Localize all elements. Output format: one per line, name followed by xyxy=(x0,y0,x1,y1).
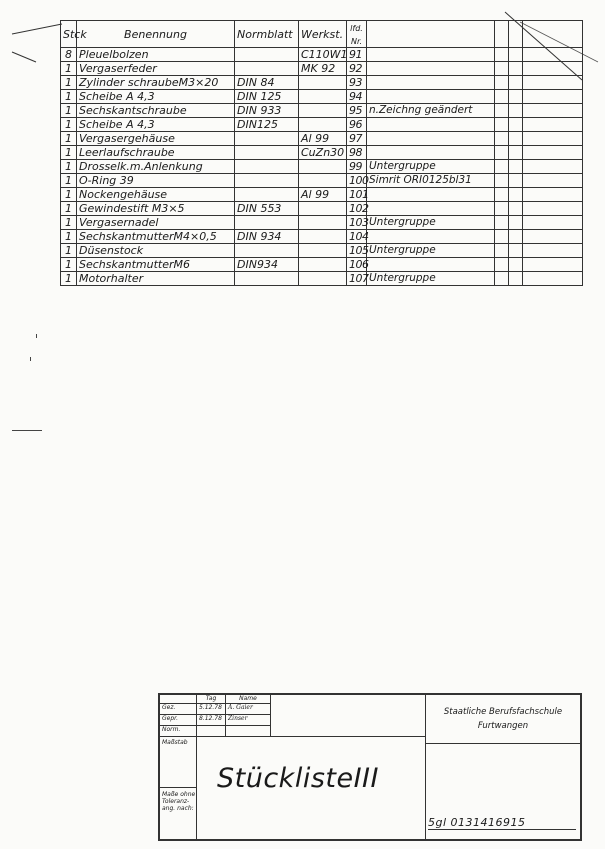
cell-name: Leerlaufschraube xyxy=(77,146,235,160)
cell-nr: 101 xyxy=(347,188,367,202)
fold-mark xyxy=(12,430,42,431)
cell-name: Vergasergehäuse xyxy=(77,132,235,146)
cell-material: C110W1 xyxy=(299,48,347,62)
cell-remark xyxy=(367,90,495,104)
cell-remark xyxy=(367,146,495,160)
cell-extra xyxy=(495,174,509,188)
cell-extra xyxy=(495,146,509,160)
table-row xyxy=(61,90,583,104)
cell-qty: 1 xyxy=(61,202,77,216)
table-row xyxy=(61,160,583,174)
cell-extra xyxy=(509,118,523,132)
cell-extra xyxy=(523,132,583,146)
cell-qty: 1 xyxy=(61,76,77,90)
cell-extra xyxy=(495,48,509,62)
table-row xyxy=(61,244,583,258)
cell-qty: 8 xyxy=(61,48,77,62)
cell-qty: 1 xyxy=(61,160,77,174)
cell-extra xyxy=(523,202,583,216)
cell-material xyxy=(299,272,347,286)
parts-list-body xyxy=(61,48,583,286)
cell-extra xyxy=(523,230,583,244)
cell-remark xyxy=(367,258,495,272)
cell-norm: DIN 933 xyxy=(235,104,299,118)
cell-material xyxy=(299,76,347,90)
cell-norm: DIN 553 xyxy=(235,202,299,216)
cell-qty: 1 xyxy=(61,118,77,132)
cell-name: O-Ring 39 xyxy=(77,174,235,188)
cell-name: SechskantmutterM6 xyxy=(77,258,235,272)
cell-extra xyxy=(495,76,509,90)
header-remark xyxy=(367,21,495,48)
margin-tick xyxy=(36,334,37,338)
cell-extra xyxy=(495,230,509,244)
cell-qty: 1 xyxy=(61,104,77,118)
cell-extra xyxy=(509,160,523,174)
tb-title-field xyxy=(196,736,426,840)
header-nr-top: lfd. xyxy=(350,24,363,33)
cell-extra xyxy=(495,62,509,76)
header-extra xyxy=(509,21,523,48)
cell-name: Pleuelbolzen xyxy=(77,48,235,62)
cell-extra xyxy=(509,258,523,272)
tb-col-name: Name xyxy=(225,694,271,704)
table-row xyxy=(61,62,583,76)
cell-qty: 1 xyxy=(61,216,77,230)
cell-extra xyxy=(509,90,523,104)
cell-qty: 1 xyxy=(61,230,77,244)
cell-extra xyxy=(495,216,509,230)
cell-nr: 103 xyxy=(347,216,367,230)
table-row xyxy=(61,202,583,216)
cell-remark: Simrit ORI0125bl31 xyxy=(367,174,495,188)
table-row xyxy=(61,48,583,62)
cell-norm xyxy=(235,188,299,202)
cell-material xyxy=(299,90,347,104)
cell-norm: DIN 125 xyxy=(235,90,299,104)
cell-material xyxy=(299,202,347,216)
cell-extra xyxy=(523,272,583,286)
cell-material xyxy=(299,258,347,272)
tb-gepr-label: Gepr. xyxy=(159,714,197,726)
cell-extra xyxy=(509,216,523,230)
cell-name: Gewindestift M3×5 xyxy=(77,202,235,216)
cell-extra xyxy=(495,160,509,174)
cell-extra xyxy=(509,48,523,62)
cell-name: Vergasernadel xyxy=(77,216,235,230)
cell-extra xyxy=(523,216,583,230)
cell-nr: 92 xyxy=(347,62,367,76)
cell-norm xyxy=(235,146,299,160)
tb-norm-label: Norm. xyxy=(159,725,197,737)
cell-material xyxy=(299,104,347,118)
cell-extra xyxy=(509,174,523,188)
table-row xyxy=(61,216,583,230)
cell-extra xyxy=(523,104,583,118)
cell-nr: 107 xyxy=(347,272,367,286)
cell-extra xyxy=(509,132,523,146)
cell-extra xyxy=(523,62,583,76)
header-nr xyxy=(347,21,367,48)
table-row xyxy=(61,118,583,132)
tb-gez-date: 5.12.78 xyxy=(196,703,226,715)
cell-norm xyxy=(235,48,299,62)
cell-extra xyxy=(509,244,523,258)
cell-remark xyxy=(367,62,495,76)
cell-extra xyxy=(523,118,583,132)
table-row xyxy=(61,272,583,286)
margin-tick xyxy=(30,357,31,361)
cell-remark: Untergruppe xyxy=(367,160,495,174)
table-row xyxy=(61,104,583,118)
cell-qty: 1 xyxy=(61,132,77,146)
cell-name: Scheibe A 4,3 xyxy=(77,90,235,104)
cell-remark: n.Zeichng geändert xyxy=(367,104,495,118)
cell-extra xyxy=(523,76,583,90)
cell-extra xyxy=(523,90,583,104)
cell-nr: 98 xyxy=(347,146,367,160)
title-block xyxy=(158,693,582,841)
cell-extra xyxy=(523,188,583,202)
cell-extra xyxy=(495,188,509,202)
cell-name: Zylinder schraubeM3×20 xyxy=(77,76,235,90)
table-header-row xyxy=(61,21,583,48)
cell-name: SechskantmutterM4×0,5 xyxy=(77,230,235,244)
cell-extra xyxy=(495,258,509,272)
cell-material xyxy=(299,244,347,258)
cell-norm xyxy=(235,244,299,258)
cell-material xyxy=(299,216,347,230)
header-norm: Normblatt xyxy=(235,21,299,48)
cell-remark xyxy=(367,118,495,132)
header-material: Werkst. xyxy=(299,21,347,48)
cell-material: Al 99 xyxy=(299,188,347,202)
cell-extra xyxy=(495,272,509,286)
cell-norm xyxy=(235,62,299,76)
cell-norm: DIN125 xyxy=(235,118,299,132)
cell-name: Motorhalter xyxy=(77,272,235,286)
cell-extra xyxy=(495,118,509,132)
cell-name: Sechskantschraube xyxy=(77,104,235,118)
cell-material: Al 99 xyxy=(299,132,347,146)
cell-nr: 104 xyxy=(347,230,367,244)
header-extra xyxy=(523,21,583,48)
tb-gez-label: Gez. xyxy=(159,703,197,715)
cell-extra xyxy=(509,146,523,160)
drawing-title: StücklisteIII xyxy=(217,763,379,794)
cell-extra xyxy=(509,62,523,76)
cell-material xyxy=(299,230,347,244)
table-row xyxy=(61,146,583,160)
drawing-number: 5gl 0131416915 xyxy=(428,816,576,830)
cell-nr: 106 xyxy=(347,258,367,272)
cell-qty: 1 xyxy=(61,188,77,202)
cell-extra xyxy=(509,230,523,244)
tb-gez-name: A. Gaier xyxy=(225,703,271,715)
tb-scale-cell xyxy=(159,736,197,840)
cell-remark: Untergruppe xyxy=(367,216,495,230)
cell-remark xyxy=(367,48,495,62)
cell-nr: 100 xyxy=(347,174,367,188)
cell-extra xyxy=(509,272,523,286)
cell-name: Drosselk.m.Anlenkung xyxy=(77,160,235,174)
cell-extra xyxy=(495,202,509,216)
table-row xyxy=(61,132,583,146)
cell-norm xyxy=(235,160,299,174)
tb-tolerance-label: Maße ohne Toleranz-ang. nach: xyxy=(162,791,196,812)
tb-school-line1: Staatliche Berufsfachschule xyxy=(443,707,563,717)
header-qty: Stck xyxy=(61,21,77,48)
tb-scale-label: Maßstab xyxy=(162,739,188,746)
cell-extra xyxy=(523,258,583,272)
cell-name: Nockengehäuse xyxy=(77,188,235,202)
cell-extra xyxy=(523,48,583,62)
header-extra xyxy=(495,21,509,48)
cell-extra xyxy=(495,90,509,104)
cell-remark: Untergruppe xyxy=(367,272,495,286)
cell-extra xyxy=(523,174,583,188)
cell-material: MK 92 xyxy=(299,62,347,76)
cell-nr: 91 xyxy=(347,48,367,62)
table-row xyxy=(61,76,583,90)
cell-name: Scheibe A 4,3 xyxy=(77,118,235,132)
cell-nr: 94 xyxy=(347,90,367,104)
cell-nr: 96 xyxy=(347,118,367,132)
cell-norm xyxy=(235,272,299,286)
cell-extra xyxy=(509,104,523,118)
cell-extra xyxy=(523,244,583,258)
cell-material: CuZn30 xyxy=(299,146,347,160)
tb-col-tag: Tag xyxy=(196,694,226,704)
cell-norm: DIN 84 xyxy=(235,76,299,90)
parts-list-table xyxy=(60,20,583,286)
cell-extra xyxy=(523,146,583,160)
cell-extra xyxy=(509,76,523,90)
cell-qty: 1 xyxy=(61,146,77,160)
cell-remark xyxy=(367,132,495,146)
cell-nr: 99 xyxy=(347,160,367,174)
cell-nr: 105 xyxy=(347,244,367,258)
cell-extra xyxy=(495,104,509,118)
cell-qty: 1 xyxy=(61,62,77,76)
cell-norm: DIN 934 xyxy=(235,230,299,244)
cell-extra xyxy=(509,202,523,216)
tb-school-line2: Furtwangen xyxy=(477,721,529,731)
cell-name: Vergaserfeder xyxy=(77,62,235,76)
cell-norm xyxy=(235,174,299,188)
cell-qty: 1 xyxy=(61,174,77,188)
header-name: Benennung xyxy=(77,21,235,48)
cell-nr: 95 xyxy=(347,104,367,118)
cell-material xyxy=(299,174,347,188)
cell-extra xyxy=(509,188,523,202)
tb-gepr-name: Zinser xyxy=(225,714,271,726)
table-row xyxy=(61,188,583,202)
cell-remark xyxy=(367,202,495,216)
tb-gepr-date: 8.12.78 xyxy=(196,714,226,726)
header-nr-bottom: Nr. xyxy=(350,37,363,46)
cell-remark: Untergruppe xyxy=(367,244,495,258)
cell-material xyxy=(299,118,347,132)
tb-empty-field xyxy=(270,694,426,737)
tb-number-field xyxy=(425,743,581,840)
cell-qty: 1 xyxy=(61,244,77,258)
table-row xyxy=(61,258,583,272)
cell-norm xyxy=(235,216,299,230)
cell-norm xyxy=(235,132,299,146)
cell-qty: 1 xyxy=(61,272,77,286)
tb-school xyxy=(425,694,581,744)
cell-extra xyxy=(495,244,509,258)
cell-qty: 1 xyxy=(61,90,77,104)
cell-nr: 97 xyxy=(347,132,367,146)
table-row xyxy=(61,174,583,188)
cell-material xyxy=(299,160,347,174)
cell-remark xyxy=(367,230,495,244)
cell-remark xyxy=(367,188,495,202)
table-row xyxy=(61,230,583,244)
cell-qty: 1 xyxy=(61,258,77,272)
cell-nr: 102 xyxy=(347,202,367,216)
cell-name: Düsenstock xyxy=(77,244,235,258)
cell-extra xyxy=(523,160,583,174)
cell-norm: DIN934 xyxy=(235,258,299,272)
cell-remark xyxy=(367,76,495,90)
cell-extra xyxy=(495,132,509,146)
cell-nr: 93 xyxy=(347,76,367,90)
